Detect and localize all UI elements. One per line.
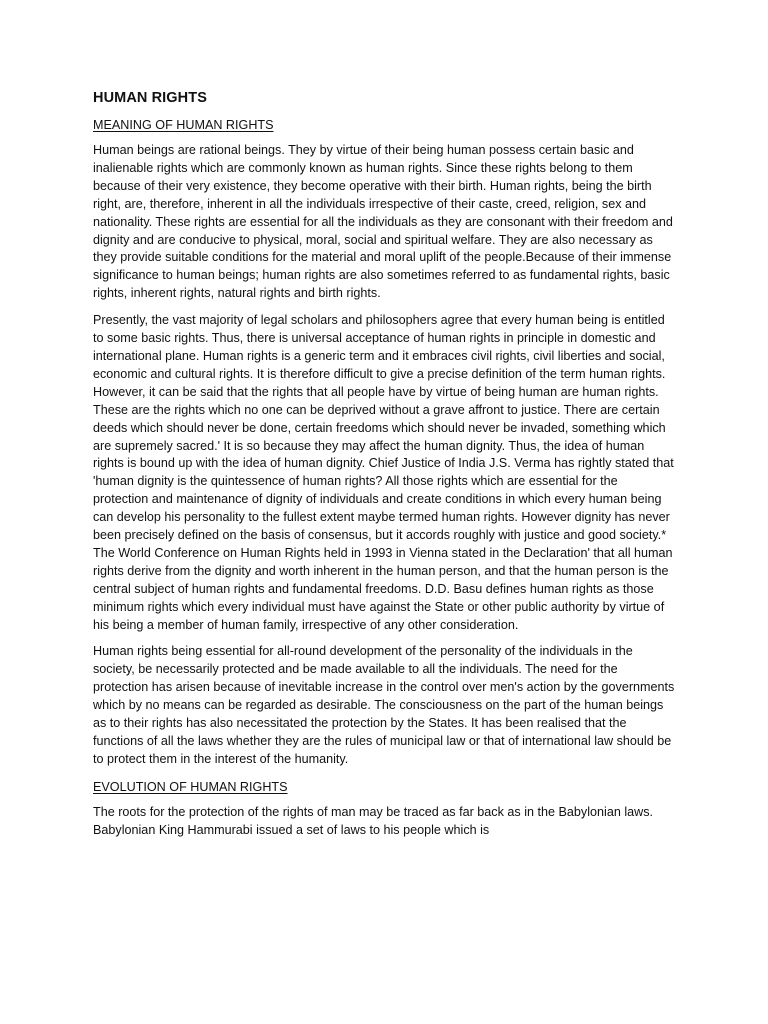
paragraph-meaning-1: Human beings are rational beings. They by virtue of their being human possess certain basic and inalienable rights which are commonly known as human rights. Since these rights belong to them because of their very existence, they become operative with their birth. Human rights, being the birth right, are, therefore, inherent in all the individuals irrespective of their caste, creed, religion, sex and nationality. These rights are essential for all the individuals as they are consonant with their freedom and dignity and are conducive to physical, moral, social and spiritual welfare. They are also necessary as they provide suitable conditions for the material and moral uplift of the people.Because of their immense significance to human beings; human rights are also sometimes referred to as fundamental rights, basic rights, inherent rights, natural rights and birth rights. — [93, 143, 673, 301]
paragraph-meaning-2: Presently, the vast majority of legal scholars and philosophers agree that every human being is entitled to some basic rights. Thus, there is universal acceptance of human rights in principle in domestic and international plane. Human rights is a generic term and it embraces civil rights, civil liberties and social, economic and cultural rights. It is therefore difficult to give a precise definition of the term human rights. However, it can be said that the rights that all people have by virtue of being human are human rights. — [93, 313, 666, 399]
paragraph-meaning-4: Human rights being essential for all-round development of the personality of the individuals in the society, be necessarily protected and be made available to all the individuals. The need for the protection has arisen because of inevitable increase in the control over men's action by the governments which by no means can be regarded as desirable. The consciousness on the part of the human beings as to their rights has also necessitated the protection by the States. It has been realised that the functions of all the laws whether they are the rules of municipal law or that of international law should be to protect them in the interest of the humanity. — [93, 644, 675, 766]
paragraph-evolution-1: The roots for the protection of the rights of man may be traced as far back as in the Babylonian laws. Babylonian King Hammurabi issued a set of laws to his people which is — [93, 804, 654, 837]
document-title: HUMAN RIGHTS — [93, 90, 207, 106]
paragraph-meaning-3: These are the rights which no one can be deprived without a grave affront to justice. There are certain deeds which should never be done, certain freedoms which should never be invaded, something which are supremely sacred.' It is so because they may affect the human dignity. Thus, the idea of human rights is bound up with the idea of human dignity. Chief Justice of India J.S. Verma has rightly stated that 'human dignity is the quintessence of human rights? All those rights which are essential for the protection and maintenance of dignity of individuals and create conditions in which every human being can develop his personality to the fullest extent maybe termed human rights. However dignity has never been precisely defined on the basis of consensus, but it accords roughly with justice and good society.* The World Conference on Human Rights held in 1993 in Vienna stated in the Declaration' that all human rights derive from the dignity and worth inherent in the human person, and that the human person is the central subject of human rights and fundamental freedoms. D.D. Basu defines human rights as those minimum rights which every individual must have against the State or other public authority by virtue of his being a member of human family, irrespective of any other consideration. — [93, 402, 674, 632]
section-heading-evolution: EVOLUTION OF HUMAN RIGHTS — [93, 779, 288, 794]
document-page — [93, 88, 675, 849]
section-heading-meaning: MEANING OF HUMAN RIGHTS — [93, 118, 274, 132]
